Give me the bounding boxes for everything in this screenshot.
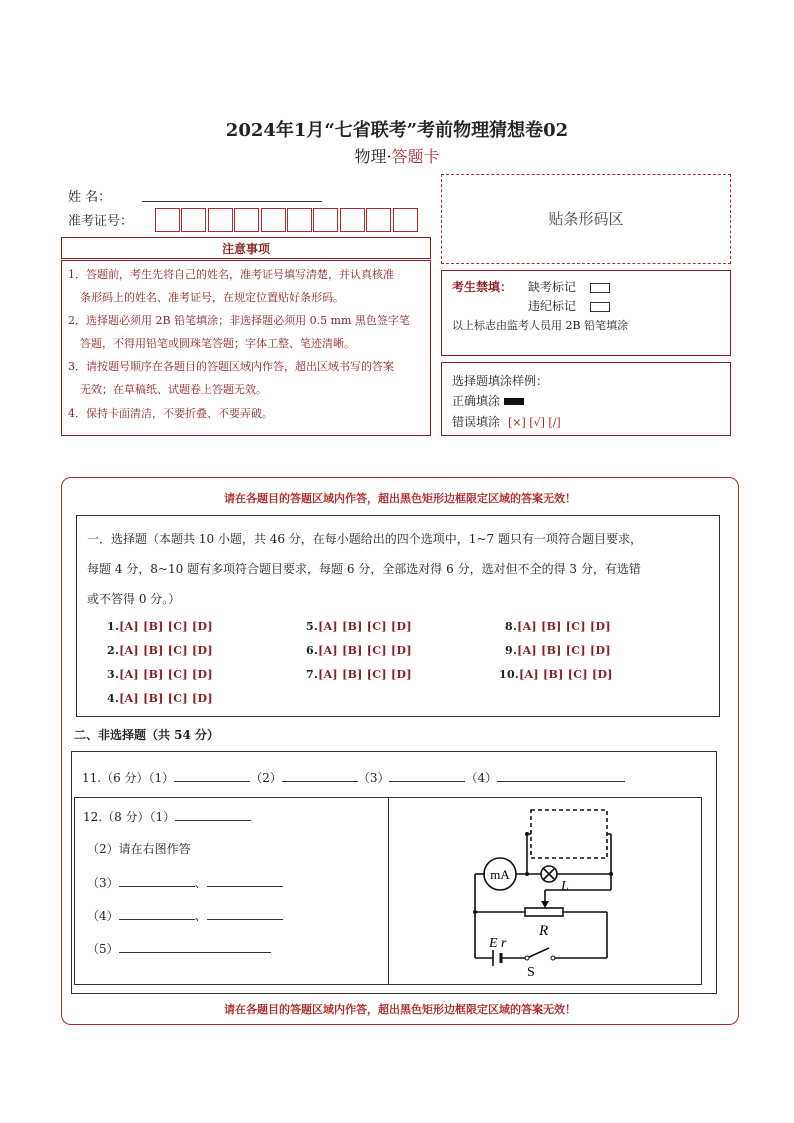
choice-options[interactable]: [A] [B] [C] [D]	[119, 692, 213, 705]
q12-blank-3a[interactable]	[119, 874, 195, 887]
choice-options[interactable]: [A] [B] [C] [D]	[119, 644, 213, 657]
section1-line2: 每题 4 分，8~10 题有多项符合题目要求，每题 6 分，全部选对得 6 分，选对但不全的得 3 分，有选错	[87, 562, 641, 576]
choice-row[interactable]: 6.[A] [B] [C] [D]	[306, 644, 412, 657]
q12-blank-4b[interactable]	[207, 907, 283, 920]
notice-heading: 注意事项	[61, 237, 431, 259]
correct-label: 正确填涂	[452, 394, 501, 408]
choice-options[interactable]: [A] [B] [C] [D]	[318, 620, 412, 633]
id-digit-box[interactable]	[234, 208, 259, 232]
q12-part2: （2）请在右图作答	[87, 842, 191, 856]
id-digit-box[interactable]	[287, 208, 312, 232]
id-digit-box[interactable]	[366, 208, 391, 232]
choice-options[interactable]: [A] [B] [C] [D]	[119, 668, 213, 681]
subtitle-card: 答题卡	[391, 147, 440, 166]
resistor	[525, 908, 563, 916]
warning-bottom: 请在各题目的答题区域内作答，超出黑色矩形边框限定区域的答案无效！	[224, 1003, 576, 1016]
notice-item: 无效；在草稿纸、试题卷上答题无效。	[80, 383, 267, 396]
switch-contact	[551, 956, 555, 960]
q12-part1: 12.（8 分）（1）	[83, 808, 251, 825]
wrong-sample	[452, 413, 561, 430]
choice-section	[76, 515, 720, 717]
q12-blank-4a[interactable]	[119, 907, 195, 920]
barcode-area	[441, 174, 731, 264]
notice-item: 条形码上的姓名、准考证号，在规定位置贴好条形码。	[80, 291, 344, 304]
section1-line1: 一．选择题（本题共 10 小题，共 46 分，在每小题给出的四个选项中，1~7 题只有一项符合题目要求，	[87, 532, 642, 546]
choice-options[interactable]: [A] [B] [C] [D]	[318, 668, 412, 681]
circuit-diagram	[389, 798, 703, 986]
id-digit-box[interactable]	[208, 208, 233, 232]
switch-contact	[525, 956, 529, 960]
resistor-label: R	[539, 923, 549, 939]
filled-mark	[504, 398, 524, 405]
section1-line3: 或不答得 0 分。）	[87, 592, 181, 606]
id-digit-box[interactable]	[393, 208, 418, 232]
id-boxes[interactable]	[155, 208, 419, 232]
choice-row[interactable]: 8.[A] [B] [C] [D]	[505, 620, 611, 633]
q11-blank-1[interactable]	[174, 769, 250, 782]
warning-top: 请在各题目的答题区域内作答，超出黑色矩形边框限定区域的答案无效！	[224, 492, 576, 505]
q12-part3: （3） 、	[87, 874, 283, 891]
violation-label: 违纪标记	[528, 299, 577, 313]
q12-part4: （4） 、	[87, 907, 283, 924]
choice-row[interactable]: 1.[A] [B] [C] [D]	[107, 620, 213, 633]
wrong-label: 错误填涂	[452, 415, 501, 429]
page-subtitle	[0, 144, 794, 167]
choice-options[interactable]: [A] [B] [C] [D]	[318, 644, 412, 657]
q12-part5: （5）	[87, 940, 271, 957]
q12-blank-3b[interactable]	[207, 874, 283, 887]
notice-item: 4．保持卡面清洁，不要折叠、不要弄破。	[68, 407, 273, 420]
absent-mark-box[interactable]	[590, 283, 610, 293]
choice-row[interactable]: 2.[A] [B] [C] [D]	[107, 644, 213, 657]
id-digit-box[interactable]	[340, 208, 365, 232]
choice-options[interactable]: [A] [B] [C] [D]	[519, 668, 613, 681]
id-digit-box[interactable]	[181, 208, 206, 232]
q11-label: 11.（6 分）	[82, 771, 149, 785]
q12-answer-box	[74, 797, 389, 985]
choice-options[interactable]: [A] [B] [C] [D]	[517, 620, 611, 633]
section2-heading: 二、非选择题（共 54 分）	[74, 728, 220, 742]
notice-item: 1．答题前，考生先将自己的姓名，准考证号填写清楚，并认真核准	[68, 268, 394, 281]
choice-options[interactable]: [A] [B] [C] [D]	[517, 644, 611, 657]
choice-row[interactable]: 4.[A] [B] [C] [D]	[107, 692, 213, 705]
forbidden-note: 以上标志由监考人员用 2B 铅笔填涂	[452, 319, 629, 332]
dashed-component-box	[531, 810, 607, 858]
id-digit-box[interactable]	[155, 208, 180, 232]
absent-label: 缺考标记	[528, 280, 577, 294]
q12-blank-5[interactable]	[119, 940, 271, 953]
correct-sample	[452, 392, 524, 409]
q12-blank-1[interactable]	[175, 808, 251, 821]
sample-title: 选择题填涂样例：	[452, 374, 549, 388]
barcode-label: 贴条形码区	[548, 210, 624, 228]
q11-row: 11.（6 分）（1） （2） （3） （4）	[82, 769, 625, 786]
choice-row[interactable]: 9.[A] [B] [C] [D]	[505, 644, 611, 657]
switch-label: S	[527, 965, 535, 980]
q11-blank-2[interactable]	[282, 769, 358, 782]
switch-blade	[527, 948, 549, 958]
q11-blank-3[interactable]	[389, 769, 465, 782]
wrong-marks: [×] [√] [/]	[508, 416, 561, 429]
choice-options[interactable]: [A] [B] [C] [D]	[119, 620, 213, 633]
choice-row[interactable]: 10.[A] [B] [C] [D]	[499, 668, 613, 681]
forbidden-box	[441, 270, 731, 356]
choice-row[interactable]: 5.[A] [B] [C] [D]	[306, 620, 412, 633]
page-title: 2024年1月“七省联考”考前物理猜想卷02	[225, 120, 569, 141]
absent-row	[528, 278, 610, 295]
choice-row[interactable]: 3.[A] [B] [C] [D]	[107, 668, 213, 681]
notice-item: 3．请按题号顺序在各题目的答题区域内作答，超出区域书写的答案	[68, 360, 394, 373]
subtitle-subject: 物理·	[354, 147, 392, 166]
battery-label: E r	[489, 936, 507, 951]
q12-circuit-box[interactable]	[388, 797, 702, 985]
q11-blank-4[interactable]	[497, 769, 625, 782]
slider-arrow	[541, 901, 549, 908]
violation-mark-box[interactable]	[590, 302, 610, 312]
meter-label: mA	[490, 867, 510, 882]
forbidden-label: 考生禁填：	[452, 280, 513, 294]
id-label: 准考证号：	[68, 214, 134, 229]
name-field[interactable]	[142, 187, 322, 202]
nonchoice-section	[71, 751, 717, 994]
name-label: 姓 名：	[68, 190, 112, 205]
lamp-label: L	[561, 879, 569, 894]
notice-item: 答题，不得用铅笔或圆珠笔答题；字体工整、笔迹清晰。	[80, 337, 355, 350]
id-digit-box[interactable]	[313, 208, 338, 232]
notice-item: 2．选择题必须用 2B 铅笔填涂；非选择题必须用 0.5 mm 黑色签字笔	[68, 314, 410, 327]
violation-row	[528, 297, 610, 314]
sample-box	[441, 362, 731, 436]
notice-box	[61, 260, 431, 436]
choice-row[interactable]: 7.[A] [B] [C] [D]	[306, 668, 412, 681]
id-digit-box[interactable]	[261, 208, 286, 232]
